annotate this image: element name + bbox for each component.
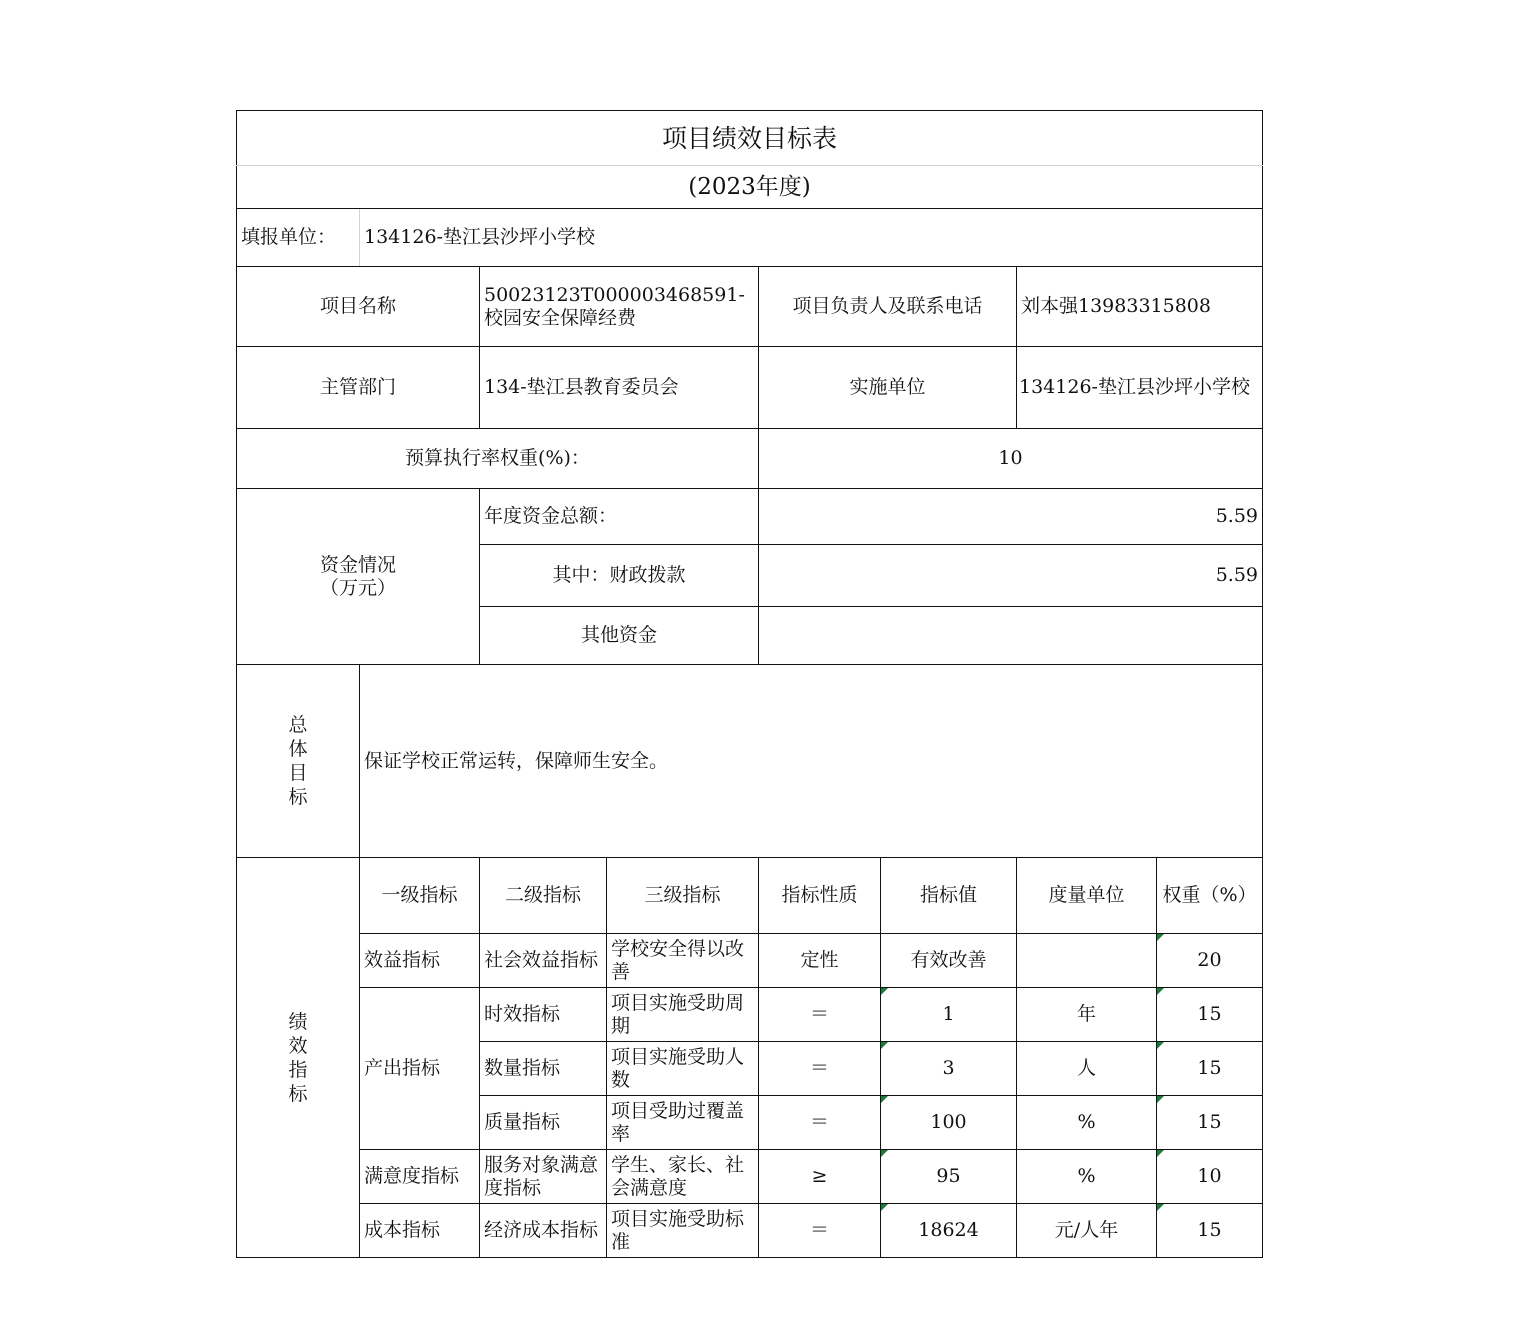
row-value: 100	[881, 1096, 1017, 1150]
row-level1: 成本指标	[360, 1204, 480, 1258]
indicator-label-char: 绩	[288, 1010, 308, 1033]
header-value: 指标值	[881, 858, 1017, 934]
indicators-label	[237, 858, 360, 1258]
project-leader-label: 项目负责人及联系电话	[759, 267, 1017, 347]
funds-label-line2: （万元）	[319, 576, 396, 599]
row-nature: ≥	[759, 1150, 881, 1204]
row-level3: 项目实施受助标准	[607, 1204, 759, 1258]
row-value: 18624	[881, 1204, 1017, 1258]
row-nature: ＝	[759, 1096, 881, 1150]
performance-target-table	[236, 110, 1263, 1258]
goal-label-char: 标	[288, 786, 308, 808]
funds-fiscal-label: 其中：财政拨款	[480, 545, 759, 607]
indicator-label-char: 指	[288, 1058, 308, 1081]
row-level3: 项目受助过覆盖率	[607, 1096, 759, 1150]
project-leader-value: 刘本强13983315808	[1017, 267, 1263, 347]
funds-total-value: 5.59	[759, 489, 1263, 545]
indicator-label-char: 标	[288, 1082, 308, 1105]
budget-weight-value: 10	[759, 429, 1263, 489]
goal-label-char: 总	[288, 714, 308, 736]
table-row	[237, 934, 1263, 988]
row-value: 有效改善	[881, 934, 1017, 988]
project-name-label: 项目名称	[237, 267, 480, 347]
filler-unit-value: 134126-垫江县沙坪小学校	[360, 209, 1263, 267]
row-unit: 年	[1017, 988, 1157, 1042]
row-level3: 学生、家长、社会满意度	[607, 1150, 759, 1204]
row-level3: 项目实施受助人数	[607, 1042, 759, 1096]
row-level1: 满意度指标	[360, 1150, 480, 1204]
table-row	[237, 1204, 1263, 1258]
row-nature: ＝	[759, 1204, 881, 1258]
row-value: 1	[881, 988, 1017, 1042]
row-nature: ＝	[759, 988, 881, 1042]
row-level2: 质量指标	[480, 1096, 607, 1150]
header-level2: 二级指标	[480, 858, 607, 934]
dept-label: 主管部门	[237, 347, 480, 429]
funds-other-label: 其他资金	[480, 607, 759, 665]
row-unit: %	[1017, 1096, 1157, 1150]
row-nature: 定性	[759, 934, 881, 988]
budget-weight-label: 预算执行率权重(%)：	[237, 429, 759, 489]
project-name-value: 50023123T000003468591-校园安全保障经费	[480, 267, 759, 347]
row-unit: 元/人年	[1017, 1204, 1157, 1258]
row-unit: %	[1017, 1150, 1157, 1204]
row-weight: 10	[1157, 1150, 1263, 1204]
overall-goal-text: 保证学校正常运转，保障师生安全。	[360, 665, 1263, 858]
row-unit: 人	[1017, 1042, 1157, 1096]
goal-label-char: 体	[288, 738, 308, 760]
page-title: 项目绩效目标表	[237, 111, 1263, 166]
filler-unit-label: 填报单位：	[237, 209, 360, 267]
row-weight: 15	[1157, 1096, 1263, 1150]
dept-value: 134-垫江县教育委员会	[480, 347, 759, 429]
goal-label-char: 目	[288, 762, 308, 784]
funds-other-value	[759, 607, 1263, 665]
funds-fiscal-value: 5.59	[759, 545, 1263, 607]
funds-label-line1: 资金情况	[319, 553, 396, 576]
row-weight: 15	[1157, 988, 1263, 1042]
row-unit	[1017, 934, 1157, 988]
funds-label	[237, 489, 480, 665]
impl-unit-label: 实施单位	[759, 347, 1017, 429]
overall-goal-label	[237, 665, 360, 858]
row-level3: 学校安全得以改善	[607, 934, 759, 988]
row-value: 95	[881, 1150, 1017, 1204]
row-weight: 15	[1157, 1042, 1263, 1096]
row-level2: 服务对象满意度指标	[480, 1150, 607, 1204]
row-level2: 经济成本指标	[480, 1204, 607, 1258]
row-weight: 20	[1157, 934, 1263, 988]
row-weight: 15	[1157, 1204, 1263, 1258]
performance-target-sheet	[236, 110, 1262, 1258]
indicator-label-char: 效	[288, 1034, 308, 1057]
impl-unit-value: 134126-垫江县沙坪小学校	[1017, 347, 1263, 429]
row-level1: 产出指标	[360, 988, 480, 1150]
row-nature: ＝	[759, 1042, 881, 1096]
row-level3: 项目实施受助周期	[607, 988, 759, 1042]
row-level2: 时效指标	[480, 988, 607, 1042]
header-weight: 权重（%）	[1157, 858, 1263, 934]
row-level2: 数量指标	[480, 1042, 607, 1096]
row-level1: 效益指标	[360, 934, 480, 988]
funds-total-label: 年度资金总额：	[480, 489, 759, 545]
row-value: 3	[881, 1042, 1017, 1096]
table-row	[237, 1150, 1263, 1204]
header-unit: 度量单位	[1017, 858, 1157, 934]
header-level1: 一级指标	[360, 858, 480, 934]
header-level3: 三级指标	[607, 858, 759, 934]
table-row	[237, 988, 1263, 1042]
row-level2: 社会效益指标	[480, 934, 607, 988]
year-subtitle: (2023年度)	[237, 166, 1263, 209]
header-nature: 指标性质	[759, 858, 881, 934]
